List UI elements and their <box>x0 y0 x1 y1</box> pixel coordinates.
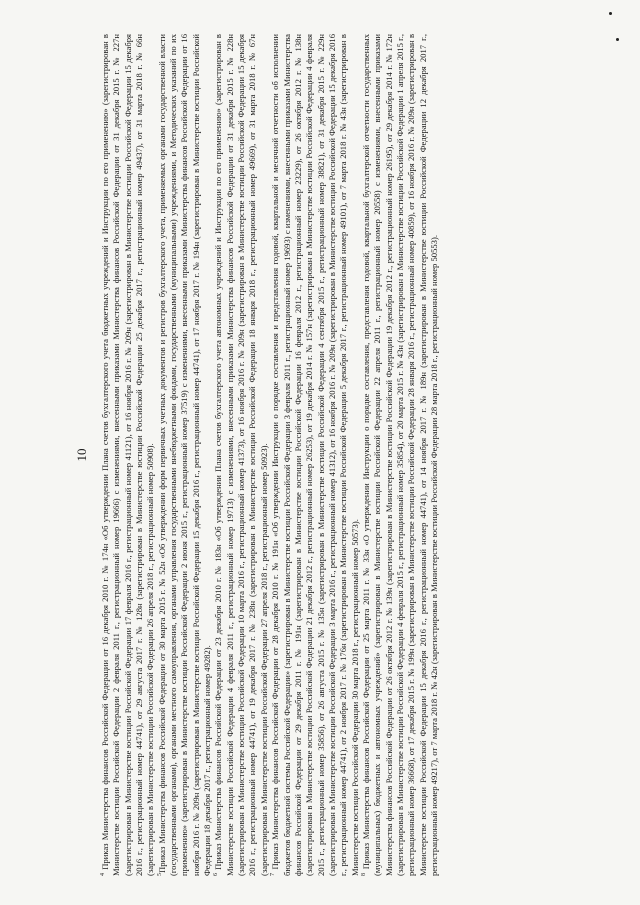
footnotes <box>100 34 440 876</box>
scan-speck <box>609 12 612 15</box>
scan-speck <box>616 38 619 41</box>
footnote-mark: 8 <box>361 873 368 876</box>
footnote <box>100 34 157 876</box>
footnote-text: Приказ Министерства финансов Российской Федерации от 16 декабря 2010 г. № 174н «Об утверждении Плана счетов бухгалтерского учета бюджетных учреждений и Инструкции по его применению» (зарегистрирован в Министерстве юстиции Российской Федерации 2 февраля 2011 г., регистрационный номер 19666) с изменениями, внесенными приказами Министерства финансов Российской Федерации от 31 декабря 2015 г. № 227н (зарегистрирован в Министерстве юстиции Российской Федерации 17 февраля 2016 г., регистрационный номер 41121), от 16 ноября 2016 г. № 209н (зарегистрирован в Министерстве юстиции Российской Федерации 15 декабря 2016 г., регистрационный номер 44741), от 29 августа 2017 г. № 128н (зарегистрирован в Министерстве юстиции Российской Федерации 25 декабря 2017 г., регистрационный номер 49437), от 31 марта 2018 г. № 66н (зарегистрирован в Министерстве юстиции Российской Федерации 26 апреля 2018 г., регистрационный номер 50908). <box>100 34 156 876</box>
footnote-text: Приказ Министерства финансов Российской Федерации от 30 марта 2015 г. № 52н «Об утверждении форм первичных учетных документов и регистров бухгалтерского учета, применяемых органами государственной власти (государственными органами), органами местного самоуправления, органами управления государственными внебюджетными фондами, государственными (муниципальными) учреждениями, и Методических указаний по их применению» (зарегистрирован в Министерстве юстиции Российской Федерации 2 июня 2015 г., регистрационный номер 37519) с изменениями, внесенными приказами Министерства финансов Российской Федерации от 16 ноября 2016 г. № 209н (зарегистрирован в Министерстве юстиции Российской Федерации 15 декабря 2016 г., регистрационный номер 44741), от 17 ноября 2017 г. № 194н (зарегистрирован в Министерстве юстиции Российской Федерации 18 декабря 2017 г., регистрационный номер 49282). <box>156 34 213 876</box>
page-number: 10 <box>74 448 89 462</box>
footnote-mark: 6 <box>213 873 220 876</box>
footnote-text: Приказ Министерства финансов Российской Федерации от 23 декабря 2010 г. № 183н «Об утверждении Плана счетов бухгалтерского учета автономных учреждений и Инструкции по его применению» (зарегистрирован в Министерстве юстиции Российской Федерации 4 февраля 2011 г., регистрационный номер 19713) с изменениями, внесенными приказами Министерства финансов Российской Федерации от 31 декабря 2015 г. № 228н (зарегистрирован в Министерстве юстиции Российской Федерации 10 марта 2016 г., регистрационный номер 41373), от 16 ноября 2016 г. № 209н (зарегистрирован в Министерстве юстиции Российской Федерации 15 декабря 2016 г., регистрационный номер 44741), от 19 декабря 2017 г. № 238н (зарегистрирован в Министерстве юстиции Российской Федерации 18 января 2018 г., регистрационный номер 49669), от 31 марта 2018 г. № 67н (зарегистрирован в Министерстве юстиции Российской Федерации 27 апреля 2018 г., регистрационный номер 50923). <box>213 34 269 876</box>
footnote-mark: 4 <box>100 873 107 876</box>
footnote-text: Приказ Министерства финансов Российской Федерации от 28 декабря 2010 г. № 191н «Об утверждении Инструкции о порядке составления и представления годовой, квартальной и месячной отчетности об исполнении бюджетов бюджетной системы Российской Федерации» (зарегистрирован в Министерстве юстиции Российской Федерации 3 февраля 2011 г., регистрационный номер 19693) с изменениями, внесенными приказами Министерства финансов Российской Федерации от 29 декабря 2011 г. № 191н (зарегистрирован в Министерстве юстиции Российской Федерации 16 февраля 2012 г., регистрационный номер 23229), от 26 октября 2012 г. № 138н (зарегистрирован в Министерстве юстиции Российской Федерации 21 декабря 2012 г., регистрационный номер 26253), от 19 декабря 2014 г. № 157н (зарегистрирован в Министерстве юстиции Российской Федерации 4 февраля 2015 г., регистрационный номер 35856), от 26 августа 2015 г. № 135н (зарегистрирован в Министерстве юстиции Российской Федерации 4 сентября 2015 г., регистрационный номер 38821), от 31 декабря 2015 г. № 229н (зарегистрирован в Министерстве юстиции Российской Федерации 3 марта 2016 г., регистрационный номер 41312), от 16 ноября 2016 г. № 209н (зарегистрирован в Министерстве юстиции Российской Федерации 15 декабря 2016 г., регистрационный номер 44741), от 2 ноября 2017 г. № 176н (зарегистрирован в Министерстве юстиции Российской Федерации 5 декабря 2017 г., регистрационный номер 49101), от 7 марта 2018 г. № 43н (зарегистрирован в Министерстве юстиции Российской Федерации 30 марта 2018 г., регистрационный номер 50573). <box>270 34 360 876</box>
footnote-text: Приказ Министерства финансов Российской Федерации от 25 марта 2011 г. № 33н «О утверждении Инструкции о порядке составления, представления годовой, квартальной бухгалтерской отчетности государственных (муниципальных) бюджетных и автономных учреждений» (зарегистрирован в Министерстве юстиции Российской Федерации 22 апреля 2011 г., регистрационный номер 20558) с изменениями, внесенными приказами Министерства финансов Российской Федерации от 26 октября 2012 г. № 139н (зарегистрирован в Министерстве юстиции Российской Федерации 19 декабря 2012 г., регистрационный номер 26195), от 29 декабря 2014 г. № 172н (зарегистрирован в Министерстве юстиции Российской Федерации 4 февраля 2015 г., регистрационный номер 35854), от 20 марта 2015 г. № 43н (зарегистрирован в Министерстве юстиции Российской Федерации 1 апреля 2015 г., регистрационный номер 36668), от 17 декабря 2015 г. № 199н (зарегистрирован в Министерстве юстиции Российской Федерации 28 января 2016 г., регистрационный номер 40859), от 16 ноября 2016 г. № 209н (зарегистрирован в Министерстве юстиции Российской Федерации 15 декабря 2016 г., регистрационный номер 44741), от 14 ноября 2017 г. № 189н (зарегистрирован в Министерстве юстиции Российской Федерации 12 декабря 2017 г., регистрационный номер 49217), от 7 марта 2018 г. № 42н (зарегистрирован в Министерстве юстиции Российской Федерации 28 марта 2018 г., регистрационный номер 50553). <box>360 34 439 876</box>
footnote <box>157 34 214 876</box>
footnote-mark: 7 <box>270 873 277 876</box>
footnote <box>361 34 440 876</box>
footnote-mark: 5 <box>156 873 163 876</box>
footnote <box>270 34 361 876</box>
rotated-content <box>70 34 500 876</box>
footnote <box>213 34 270 876</box>
